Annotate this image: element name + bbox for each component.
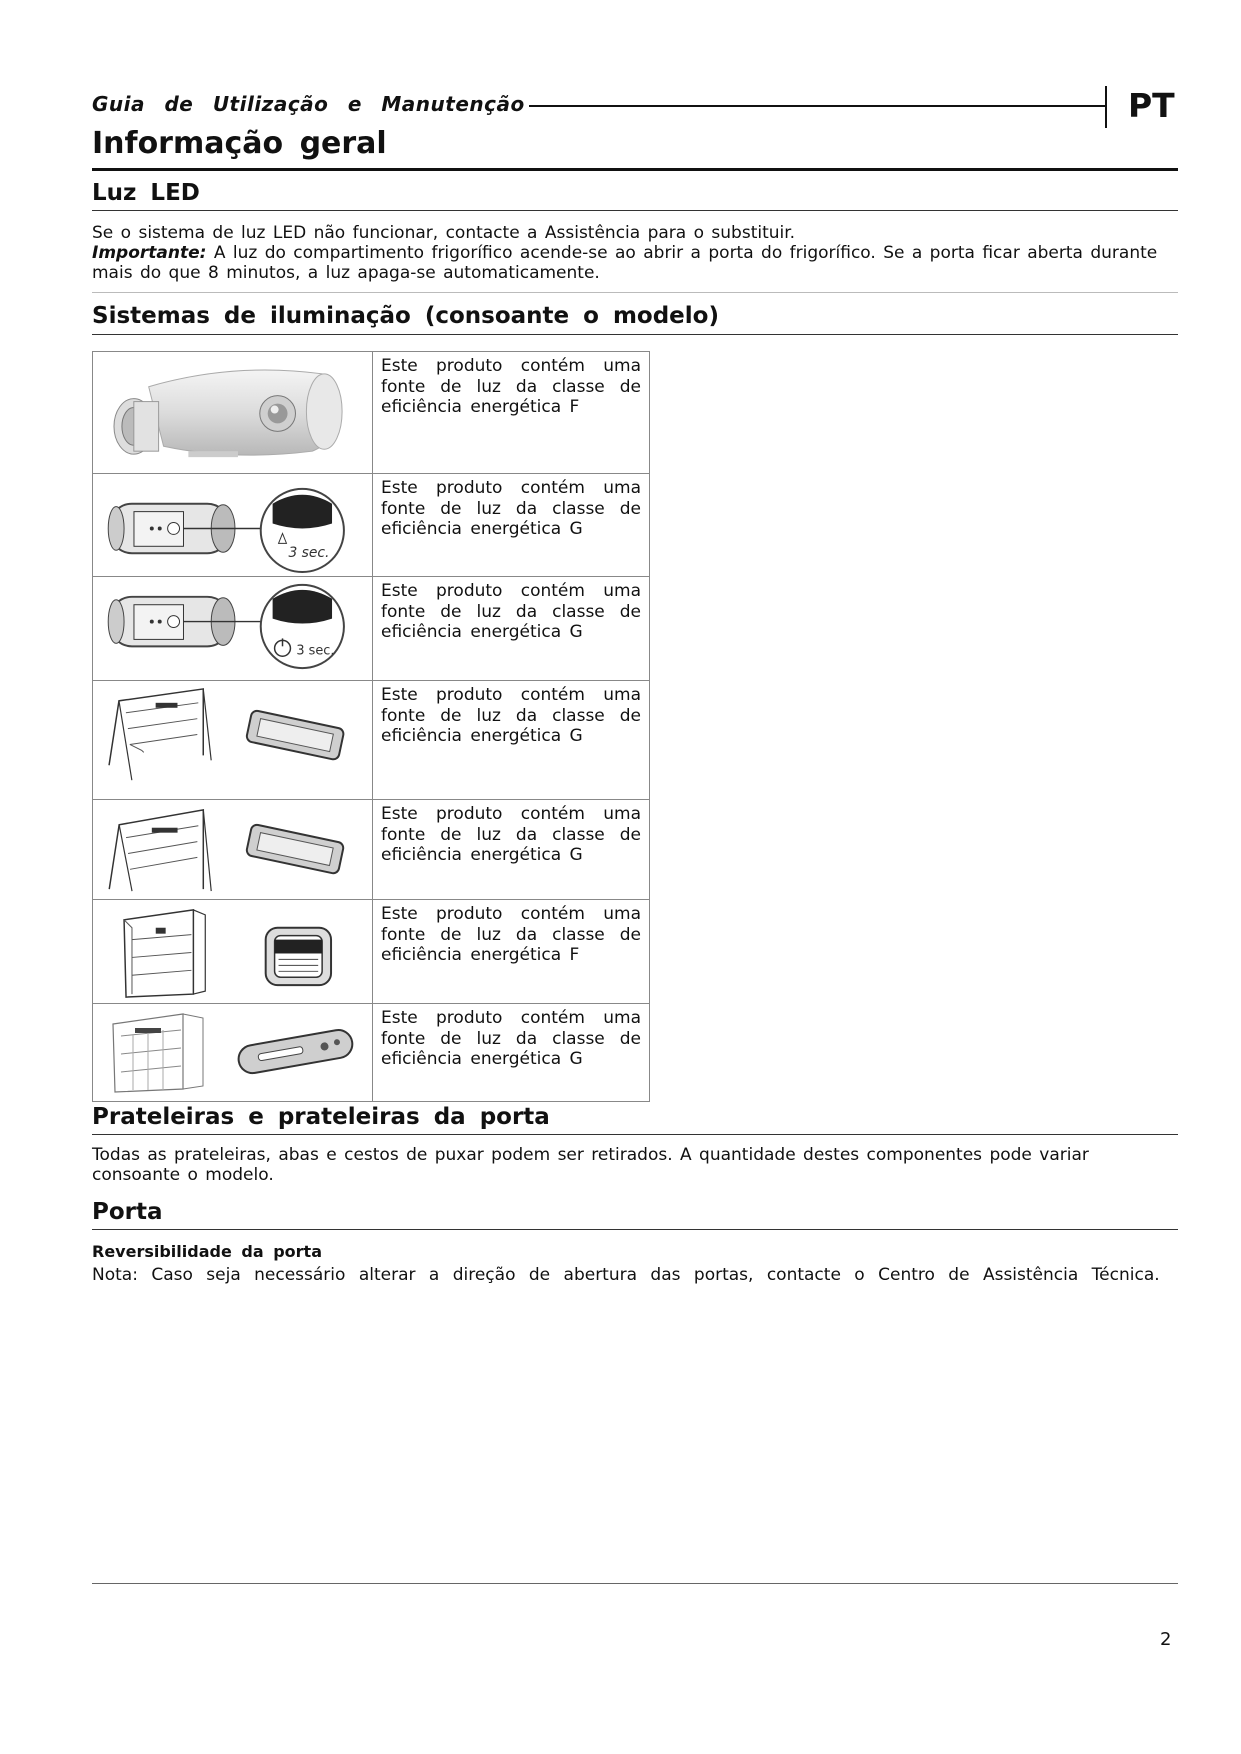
led-heading: Luz LED [92,180,200,206]
energy-class-text: Este produto contém uma fonte de luz da classe de eficiência energética F [381,356,641,417]
shelves-rule [92,1134,1178,1135]
table-row [93,800,649,900]
door-rule [92,1229,1178,1230]
document-title: Guia de Utilização e Manutenção [92,92,529,116]
fridge-ceiling-led-panel-icon [93,681,373,799]
page-number: 2 [1160,1629,1172,1650]
table-row [93,681,649,800]
door-heading: Porta [92,1199,163,1225]
duration-label: 3 sec. [296,643,335,659]
energy-class-text: Este produto contém uma fonte de luz da classe de eficiência energética G [381,804,641,865]
duration-label: 3 sec. [288,545,330,562]
energy-class-text: Este produto contém uma fonte de luz da classe de eficiência energética G [381,1008,641,1069]
page-title: Informação geral [92,126,387,161]
led-tube-icon [93,352,373,473]
shelves-heading: Prateleiras e prateleiras da porta [92,1104,550,1130]
led-paragraph [92,223,1182,283]
lighting-rule [92,334,1178,335]
header-divider [1105,86,1107,128]
energy-class-text: Este produto contém uma fonte de luz da classe de eficiência energética F [381,904,641,965]
language-code: PT [1128,86,1175,125]
energy-class-text: Este produto contém uma fonte de luz da classe de eficiência energética G [381,478,641,539]
energy-class-text: Este produto contém uma fonte de luz da classe de eficiência energética G [381,581,641,642]
fridge-led-strip-icon [93,1004,373,1101]
table-row [93,1004,649,1101]
led-tube-temp-button-icon [93,474,373,576]
door-note: Nota: Caso seja necessário alterar a direção de abertura das portas, contacte o Centro de Assistência Técnica. [92,1265,1160,1285]
led-tube-power-button-icon [93,577,373,680]
important-text: A luz do compartimento frigorífico acende-se ao abrir a porta do frigorífico. Se a porta ficar aberta durante mais do que 8 minutos, a luz apaga-se automaticamente. [92,243,1158,283]
door-reversibility-heading: Reversibilidade da porta [92,1242,322,1261]
shelves-text: Todas as prateleiras, abas e cestos de puxar podem ser retirados. A quantidade destes componentes pode variar consoante o modelo. [92,1145,1089,1185]
important-label: Importante: [92,243,207,263]
led-important [92,243,1182,283]
table-row [93,577,649,681]
table-row [93,352,649,474]
led-rule [92,210,1178,211]
table-row [93,474,649,577]
title-rule [92,168,1178,171]
led-line: Se o sistema de luz LED não funcionar, contacte a Assistência para o substituir. [92,223,796,243]
led-end-rule [92,292,1178,293]
lighting-table [92,351,650,1102]
fridge-ceiling-led-panel-icon [93,800,373,899]
lighting-heading: Sistemas de iluminação (consoante o modelo) [92,303,719,329]
energy-class-text: Este produto contém uma fonte de luz da classe de eficiência energética G [381,685,641,746]
fridge-side-led-icon [93,900,373,1003]
footer-rule [92,1583,1178,1584]
table-row [93,900,649,1004]
